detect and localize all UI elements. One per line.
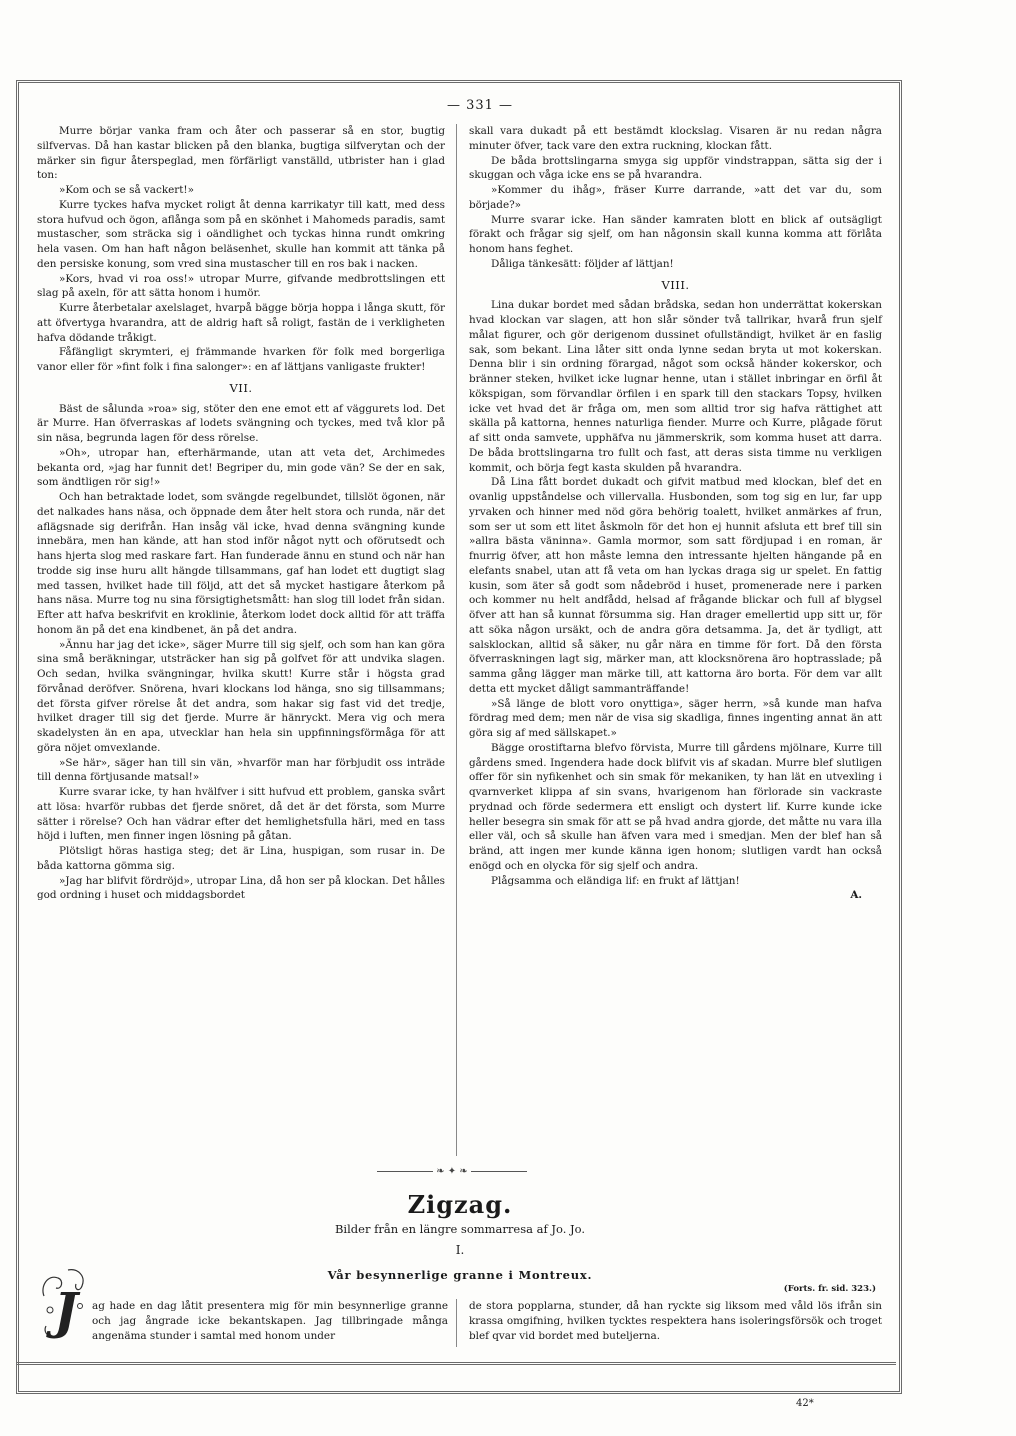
page-number: — 331 — [446, 98, 514, 113]
decorated-initial-icon [38, 1266, 90, 1342]
article-right-text: de stora popplarna, stunder, då han ryckte sig liksom med våld lös ifrån sin krassa omgifning, hvilken tycktes respektera hans isoleringsförsök och troget blef qvar vid bordet med buteljerna. [469, 1300, 882, 1342]
paragraph: Kurre tyckes hafva mycket roligt åt denna karrikatyr till katt, med dess stora hufvud och ögon, aflånga som på en skönhet i Mahomeds paradis, samt mustascher, som sträcka sig i oändlighet och tyckas hinna rundt omkring hela vasen. Om han haft någon beläsenhet, skulle han kommit att tänka på den persiske konung, som vred sina mustascher till en ros bak i nacken. [37, 198, 445, 270]
paragraph: »Kors, hvad vi roa oss!» utropar Murre, gifvande medbrottslingen ett slag på axeln, för att sätta honom i humör. [37, 272, 445, 300]
paragraph: »Kom och se så vackert!» [59, 184, 194, 196]
paragraph: »Oh», utropar han, efterhärmande, utan att veta det, Archimedes bekanta ord, »jag har funnit det! Begriper du, min gode vän? Se der en sak, som ändtligen rör sig!» [37, 446, 445, 489]
signature: A. [850, 889, 862, 902]
paragraph: »Se här», säger han till sin vän, »hvarför man har förbjudit oss inträde till denna förtjusande matsal!» [37, 756, 445, 784]
bottom-rule [16, 1362, 896, 1365]
paragraph: Fåfängligt skrymteri, ej främmande hvarken för folk med borgerliga vanor eller för »fint folk i fina salonger»: en af lättjans vanligaste frukter! [37, 346, 445, 373]
paragraph: Då Lina fått bordet dukadt och gifvit matbud med klockan, blef det en ovanlig uppståndelse och villervalla. Husbonden, som tog sig en lur, far upp yrvaken och hinner med nöd göra behörig toalett, hvilket anmärkes af frun, som ser ut som ett litet åskmoln för det hon ej hunnit afsluta ett bref till sin »allra bästa väninna». Gamla mormor, som satt fördjupad i en roman, är fnurrig öfver, att hon måste lemna den intressante hjelten hängande på en elefants snabel, utan att få veta om han lyckas draga sig ur spelet. En fattig kusin, som äter så godt som nådebröd i huset, promenerade nere i parken och kommer nu helt andfådd, helsad af frågande blickar och full af blygsel öfver att han så kunnat försumma sig. Han drager emellertid upp sitt ur, för att söka någon ursäkt, och de andra göra detsamma. Ja, det är tydligt, att salsklockan, alltid så säker, nu går nära en timme för fort. Då den första öfverraskningen lagt sig, märker man, att klocksnörena äro hoptrasslade; på samma gång lägger man märke till, att kattorna äro borta. För dem var allt detta ett mycket dåligt sammanträffande! [469, 476, 882, 695]
paragraph: Dåliga tänkesätt: följder af lättjan! [491, 257, 674, 270]
continued-note: (Forts. fr. sid. 323.) [783, 1284, 876, 1294]
right-column [469, 124, 882, 903]
section-heading-viii: VIII. [661, 277, 690, 292]
article-subtitle: Bilder från en längre sommarresa af Jo. Jo. [334, 1222, 586, 1236]
paragraph: Bäst de sålunda »roa» sig, stöter den ene emot ett af väggurets lod. Det är Murre. Han öfverraskas af lodets svängning och tyckes, med två klor på sin näsa, begrunda lagen för dess rörelse. [37, 402, 445, 444]
ornament-divider: ❧ ✦ ❧ [375, 1166, 529, 1177]
paragraph: Bägge orostiftarna blefvo förvista, Murre till gårdens mjölnare, Kurre till gårdens smed. Ingendera hade dock blifvit vis af skadan. Murre blef slutligen offer för sin nyfikenhet och sin smak för mekaniken, ty han lät en utvexling i qvarnverket klippa af sin svans, hvarigenom han förlorade sin vackraste prydnad och förde sedermera ett ensligt och dystert lif. Kurre kunde icke heller besegra sin smak för att se på hvad andra gjorde, det måtte nu vara illa eller väl, och så skulle han äfven vara med i smedjan. Men der blef han så bränd, att ingen mer kunde känna igen honom; slutligen vardt han också enögd och en olycka för sig sjelf och andra. [469, 741, 882, 872]
section-heading-vii: VII. [229, 380, 253, 395]
paragraph: Och han betraktade lodet, som svängde regelbundet, tillslöt ögonen, när det nalkades hans näsa, och öppnade dem åter helt stora och runda, när det aflägsnade sig derifrån. Han insåg väl icke, hvad denna svängning kunde innebära, men han kände, att han stod inför något nytt och oförutsedt och hans hjerta slog med raskare fart. Han funderade ännu en stund och när han trodde sig inse huru allt hängde tillsammans, gaf han lodet ett dugtigt slag med tassen, hvilket hade till följd, att det så mycket hastigare återkom på hans näsa. Murre tog nu sina försigtighetsmått: han slog till lodet från sidan. Efter att hafva beskrifvit en kroklinie, återkom lodet dock alltid för att träffa honom än på det ena kindbenet, än på det andra. [37, 491, 445, 636]
paragraph: De båda brottslingarna smyga sig uppför vindstrappan, sätta sig der i skuggan och våga icke ens se på hvarandra. [469, 154, 882, 182]
article-column-divider [456, 1299, 457, 1347]
paragraph: Plågsamma och eländiga lif: en frukt af lättjan! [491, 874, 740, 887]
paragraph: »Jag har blifvit fördröjd», utropar Lina, då hon ser på klockan. Det hålles god ordning i huset och middagsbordet [37, 874, 445, 902]
article-title: Zigzag. [407, 1190, 513, 1219]
paragraph: Murre svarar icke. Han sänder kamraten blott en blick af outsägligt förakt och frågar sig sjelf, om han någonsin skall kunna komma att förlåta honom hans feghet. [469, 213, 882, 255]
chapter-number: I. [455, 1243, 465, 1257]
paragraph: Kurre svarar icke, ty han hvälfver i sitt hufvud ett problem, ganska svårt att lösa: hvarför rubbas det fjerde snöret, då det är det första, som Murre sätter i rörelse? Och han vädrar efter det hemlighetsfulla häri, med en tass höjd i luften, men finner ingen lösning på gåtan. [37, 786, 445, 843]
paragraph: Kurre återbetalar axelslaget, hvarpå bägge börja hoppa i långa skutt, för att öfvertyga hvarandra, att de aldrig haft så roligt, fastän de i verkligheten hafva dödande tråkigt. [37, 302, 445, 344]
chapter-heading: Vår besynnerlige granne i Montreux. [327, 1268, 593, 1282]
paragraph: Murre börjar vanka fram och åter och passerar så en stor, bugtig silfvervas. Då han kastar blicken på den blanka, bugtiga silfverytan och der märker sin figur återspeglad, men förfärligt vanställd, utbrister han i glad ton: [37, 125, 445, 182]
paragraph: Lina dukar bordet med sådan brådska, sedan hon underrättat kokerskan hvad klockan var slagen, att hon slår sönder två tallrikar, hvarå frun sjelf målat figurer, och gör derigenom dussinet ofullständigt, hvilket är en faslig sak, som bekant. Lina låter sitt onda lynne sedan bryta ut mot kokerskan. Denna blir i sin ordning förargad, något som också händer kokerskor, och bränner steken, hvilket icke lugnar henne, utan i stället inbringar en örfil åt kökspigan, som förvandlar örfilen i en spark till den stackars Topsy, hvilken icke vet hvad det är fråga om, men som alltid tror sig hafva rättighet att skälla på kattorna, hennes naturliga fiender. Murre och Kurre, plågade förut af sitt onda samvete, upphäfva nu jämmerskrik, som komma huset att darra. De båda brottslingarna tro fullt och fast, att deras sista timme nu verkligen kommit, och börja fegt kasta skulden på hvarandra. [469, 299, 882, 474]
initial-letter: J [54, 1281, 78, 1340]
paragraph: Plötsligt höras hastiga steg; det är Lina, huspigan, som rusar in. De båda kattorna gömma sig. [37, 845, 445, 872]
paragraph: skall vara dukadt på ett bestämdt klockslag. Visaren är nu redan några minuter öfver, tack vare den extra ruckning, klockan fått. [469, 125, 882, 152]
article-left-text: ag hade en dag låtit presentera mig för min besynnerlige granne och jag ångrade icke bekantskapen. Jag tillbringade många angenäma stunder i samtal med honom under [92, 1300, 448, 1342]
paragraph: »Ännu har jag det icke», säger Murre till sig sjelf, och som han kan göra sina små beräkningar, utsträcker han sig på golfvet för att undvika slagen. Och sedan, hvilka svängningar, hvilka skutt! Kurre står i högsta grad förvånad deröfver. Snörena, hvari klockans lod hänga, sno sig tillsammans; det första gifver rörelse åt det andra, som hakar sig fast vid det tredje, hvilket drager till sig det fjerde. Murre är hänryckt. Mera vig och mera skadelysten än en apa, utvecklar han hela sin uppfinningsförmåga för att göra nöjet omvexlande. [37, 638, 445, 754]
paragraph: »Kommer du ihåg», fräser Kurre darrande, »att det var du, som började?» [469, 184, 882, 211]
column-divider [456, 124, 457, 1156]
sheet-mark: 42* [796, 1398, 814, 1409]
left-column [37, 124, 445, 903]
paragraph: »Så länge de blott voro onyttiga», säger herrn, »så kunde man hafva fördrag med dem; men när de visa sig skadliga, finnes ingenting annat än att göra sig af med sällskapet.» [469, 697, 882, 739]
